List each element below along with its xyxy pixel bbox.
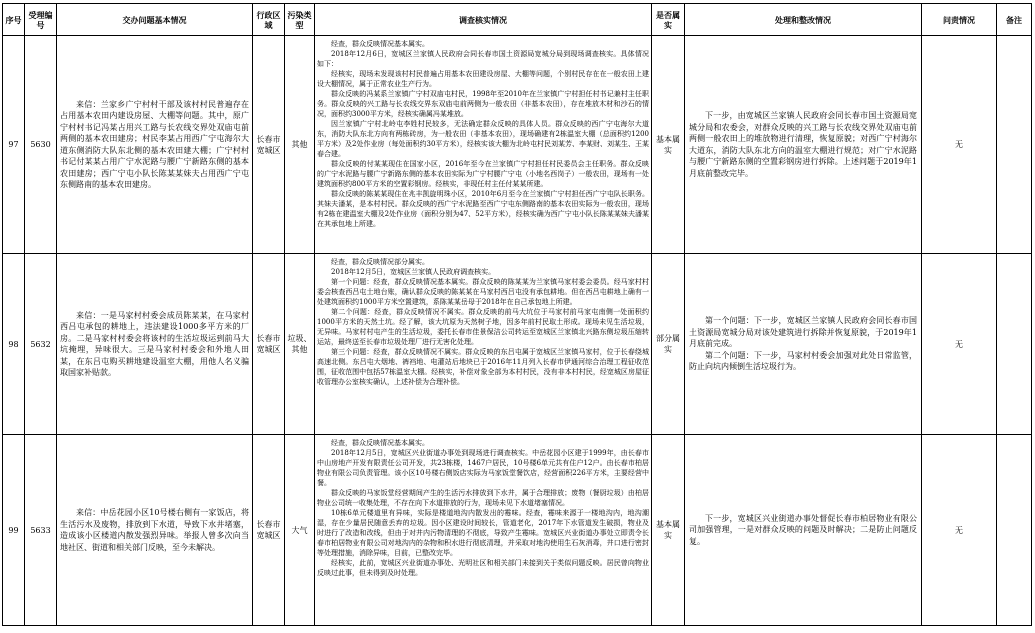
case-id-cell: 5633	[25, 435, 56, 625]
handling-cell	[685, 36, 921, 253]
investigation-paragraph: 经核实，现场未发现该村村民普遍占用基本农田建设房屋、大棚等问题，个别村民存在在一般农田上建设大棚情况，属于正常农业生产行为。	[317, 70, 649, 88]
investigation-cell	[315, 435, 651, 625]
remark-cell	[997, 435, 1031, 625]
handling-paragraph: 第一个问题：下一步，宽城区兰家镇人民政府会同长春市国土资源局宽城分局对该处建筑进行拆除并恢复原貌，于2019年1月底前完成。	[689, 316, 917, 349]
investigation-paragraph: 群众反映的冯某系兰家镇广宁村双庙屯村民，1998年至2010年在兰家镇广宁村担任村书记兼村主任职务。群众反映的兴工路与长农线交界东双庙屯前两侧为一般农田（非基本农田），存在堆放木材和沙石的情况，面积约3000平方米，经核实确属冯某堆放。	[317, 90, 649, 118]
handling-paragraph: 下一步，由宽城区兰家镇人民政府会同长春市国土资源局宽城分局和农委会，对群众反映的兴工路与长农线交界处双庙屯前两侧一般农田上的堆放物进行清理，恢复原貌；对西广宁村海尔大道东，消防大队东北方向的温室大棚进行规范；对广宁水泥路与腰广宁新路东侧的空置彩钢房进行拆除。上述问题于2019年1月底前整改完毕。	[689, 111, 917, 178]
handling-cell	[685, 435, 921, 625]
issue-text: 来信：中岳花园小区10号楼右侧有一家饭店，将生活污水及废物，排放到下水道，导致下水井堵塞，造成该小区楼道内散发强烈异味。举报人曾多次向当地社区、街道和相关部门反映，至今未解决。	[60, 508, 249, 552]
investigation-paragraph: 经核实，此前，宽城区兴业街道办事处、光明社区和相关部门未接到关于类似问题反映。居民曾向物业反映过此事，但未得到及时处理。	[317, 559, 649, 577]
header-accountability: 问责情况	[922, 4, 996, 35]
handling-paragraph: 下一步，宽城区兴业街道办事处督促长春市柏居物业有限公司加强管理，一是对群众反映的问题及时解决；二是防止问题反复。	[689, 513, 917, 546]
header-issue: 交办问题基本情况	[57, 4, 252, 35]
header-seq: 序号	[3, 4, 24, 35]
accountability-cell: 无	[922, 254, 996, 434]
issue-text: 来信：兰家乡广宁村村干部及该村村民普遍存在占用基本农田内建设房屋、大棚等问题。其中，原广宁村村书记冯某占用兴工路与长农线交界处双庙屯前两侧的基本农田建房；村民李某占用西广宁屯海尔大道东侧消防大队东北侧的基本农田建大棚；广宁村村书记付某某占用广宁水泥路与腰广宁新路东侧的基本农田建房；西广宁屯小队长陈某某妹夫占用西广宁屯东侧路南的基本农田建房。	[60, 99, 249, 189]
case-id-cell: 5632	[25, 254, 56, 434]
accountability-cell: 无	[922, 435, 996, 625]
investigation-paragraph: 第三个问题：经查，群众反映情况不属实。群众反映的东吕屯属于宽城区兰家镇马家村，位于长春绕城高速北侧。东吕屯大烟地、裤裆地、电灌站后地块已于2016年11月列入长春市伊通河综合治理工程征收范围，征收范围中包括57栋温室大棚。经核实，补偿对象全部为本村村民，没有非本村村民，经宽城区房屋征收管理办公室核实确认，上述补偿为合理补偿。	[317, 348, 649, 386]
investigation-paragraph: 2018年12月6日，宽城区兰家镇人民政府会同长春市国土资源局宽城分局到现场调查核实。具体情况如下：	[317, 50, 649, 68]
investigation-paragraph: 2018年12月5日，宽城区兴业街道办事处到现场进行调查核实。中岳花园小区建于1999年，由长春市中山房地产开发有限责任公司开发，共23栋楼，1467户居民，10号楼6单元共有住户12户。由长春市柏居物业有限公司负责管理。该小区10号楼右侧饭店实际为马家饭堂餐饮店，经营面积226平方米，主要经营中餐。	[317, 449, 649, 487]
remark-cell	[997, 254, 1031, 434]
investigation-paragraph: 群众反映的马家饭堂经营期间产生的生活污水排放到下水井，属于合理排放；废物（餐厨垃圾）由柏居物业公司统一收集处理，不存在向下水道排放的行为，现场未见下水道堵塞情况。	[317, 489, 649, 507]
investigation-paragraph: 群众反映的陈某某现住在兆丰凯旋明珠小区，2010年6月至今在兰家镇广宁村担任西广宁屯队长职务。其妹夫潘某，是本村村民。群众反映的西广宁水泥路至西广宁屯东侧路南的基本农田实际为一般农田，现场有2栋在建温室大棚及2处作业房（面积分别为47、52平方米），经核实确为西广宁屯小队长陈某某妹夫潘某在其承包地上所建。	[317, 190, 649, 228]
investigation-paragraph: 经查，群众反映情况部分属实。	[331, 258, 429, 266]
investigation-paragraph: 10栋6单元楼道里有异味，实际是楼道地沟内散发出的霉味。经查，霉味来源于一楼地沟内，地沟潮湿，存在少量居民随意丢弃的垃圾。因小区建设时间较长，管道老化，2017年下水管道发生破损，物业及时进行了改造和改线，但由于对井内污物清理的不彻底，导致产生霉味。宽城区兴业街道办事处立即责令长春市柏居物业有限公司对地沟内的杂物和积水进行彻底清理，并采取对地沟使用生石灰消毒，井口进行密封等处理措施，消除异味，目前，已整改完毕。	[317, 509, 649, 557]
case-id-cell: 5630	[25, 36, 56, 253]
remark-cell	[997, 36, 1031, 253]
header-case-id: 受理编号	[25, 4, 56, 35]
header-district: 行政区域	[253, 4, 284, 35]
investigation-paragraph: 经查，群众反映情况基本属实。	[331, 40, 429, 48]
investigation-paragraph: 2018年12月5日，宽城区兰家镇人民政府调查核实。	[331, 268, 496, 276]
investigation-paragraph: 第二个问题：经查，群众反映情况不属实。群众反映的前马大坑位于马家村前马家屯南侧一处面积约1000平方米的天然土坑。经了解，该大坑原为天然树子地，因多年前村民取土形成。现场未见生活垃圾，无异味。马家村村屯产生的生活垃圾，委托长春市佳景保洁公司转运至宽城区兰家镇北兴路东侧垃圾压缩转运站，最终送至长春市垃圾处理厂进行无害化处理。	[317, 308, 649, 346]
investigation-paragraph: 因兰家镇广宁村北岭屯李姓村民较多，无法确定群众反映的具体人员。群众反映的西广宁屯海尔大道东，消防大队东北方向有两栋砖房，为一般农田（非基本农田），现场确建有2栋温室大棚（总面积约1200平方米）及2处作业房（每处面积约30平方米），经核实该大棚为北岭屯村民刘某芳、李某财、刘某生、王某春合建。	[317, 120, 649, 158]
issue-text: 来信：一是马家村村委会成员陈某某，在马家村西吕屯承包的耕地上，违法建设1000多平方米的厂房。二是马家村村委会将该村的生活垃圾运到前马大坑掩埋，异味很大。三是马家村村委会和外地人田某，在东吕屯购买耕地建设温室大棚，用他人名义骗取国家补贴款。	[60, 310, 249, 377]
issue-cell	[57, 435, 252, 625]
verified-cell: 基本属实	[652, 435, 684, 625]
accountability-cell: 无	[922, 36, 996, 253]
district-cell: 长春市宽城区	[253, 435, 284, 625]
pollution-type-cell: 其他	[285, 36, 314, 253]
handling-cell	[685, 254, 921, 434]
verified-cell: 基本属实	[652, 36, 684, 253]
seq-cell: 98	[3, 254, 24, 434]
header-handling: 处理和整改情况	[685, 4, 921, 35]
seq-cell: 97	[3, 36, 24, 253]
district-cell: 长春市宽城区	[253, 36, 284, 253]
investigation-paragraph: 群众反映的付某某现住在国家小区，2016年至今在兰家镇广宁村担任村民委员会主任职务。群众反映的广宁水泥路与腰广宁新路东侧的基本农田实际为广宁村腰广宁屯（小地名西岗子）一般农田，现场有一处建筑面积约800平方米的空置彩钢房。经核实，非现任村主任付某某所建。	[317, 160, 649, 188]
complaint-table	[2, 3, 1032, 626]
header-verified: 是否属实	[652, 4, 684, 35]
header-investigation: 调查核实情况	[315, 4, 651, 35]
investigation-cell	[315, 36, 651, 253]
header-remark: 备注	[997, 4, 1031, 35]
investigation-cell	[315, 254, 651, 434]
investigation-paragraph: 第一个问题：经查，群众反映情况基本属实。群众反映的陈某某为兰家镇马家村委会委员。经马家村村委会核查西吕屯土地台账，确认群众反映的陈某某在马家村西吕屯没有承包耕地。但在西吕屯耕地上确有一处建筑面积约1000平方米空置建筑，系陈某某岳母于2018年在自己承包地上所建。	[317, 278, 649, 306]
district-cell: 长春市宽城区	[253, 254, 284, 434]
pollution-type-cell: 垃圾、其他	[285, 254, 314, 434]
handling-paragraph: 第二个问题：下一步，马家村村委会加强对此处日常监管，防止向坑内倾倒生活垃圾行为。	[689, 350, 917, 372]
pollution-type-cell: 大气	[285, 435, 314, 625]
issue-cell	[57, 36, 252, 253]
investigation-paragraph: 经查，群众反映情况基本属实。	[331, 439, 429, 447]
header-pollution-type: 污染类型	[285, 4, 314, 35]
issue-cell	[57, 254, 252, 434]
seq-cell: 99	[3, 435, 24, 625]
verified-cell: 部分属实	[652, 254, 684, 434]
